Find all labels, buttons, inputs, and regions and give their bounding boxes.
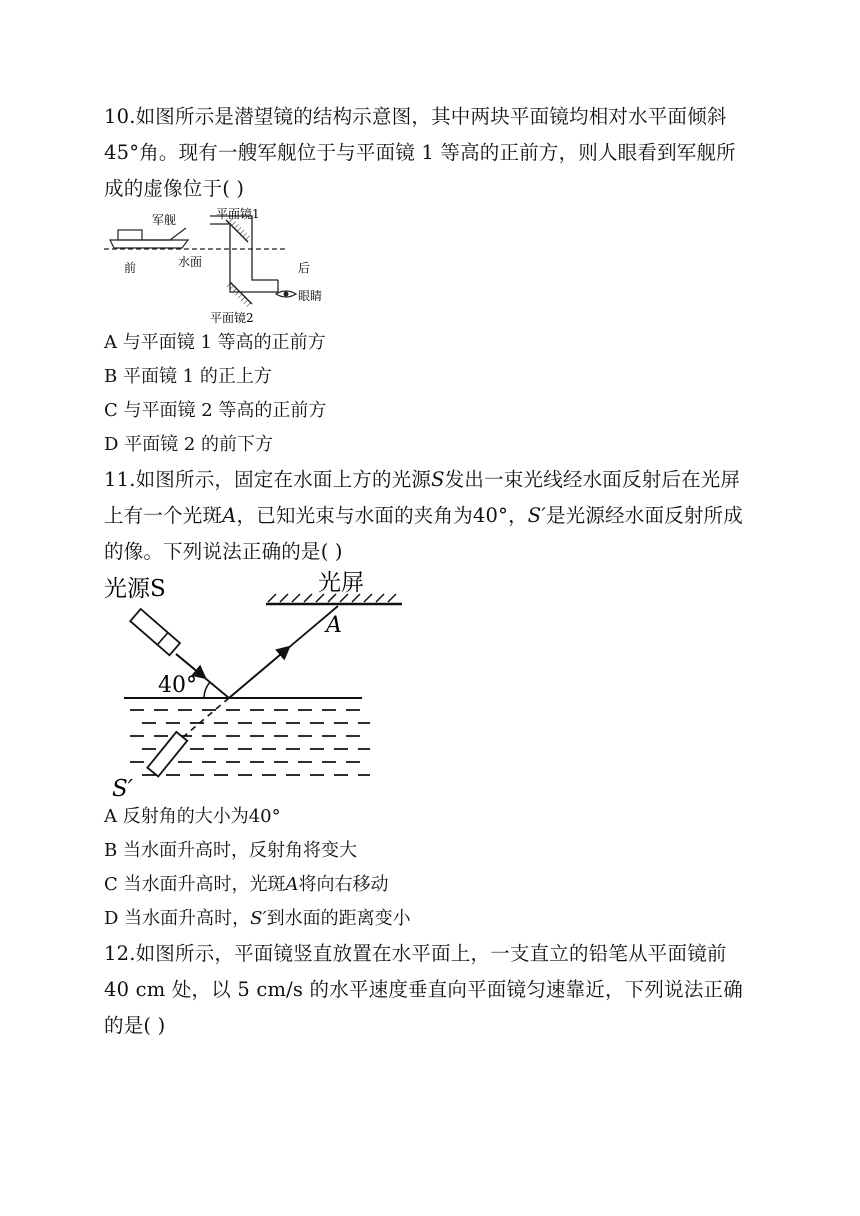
q10-option-a: A 与平面镜 1 等高的正前方	[104, 332, 326, 353]
water-label: 水面	[178, 255, 203, 269]
mirror2-label: 平面镜2	[210, 311, 254, 325]
spot-label: A	[326, 613, 342, 638]
q12-line-3: 的是( )	[104, 1014, 166, 1037]
q10-line-2: 45°角。现有一艘军舰位于与平面镜 1 等高的正前方，则人眼看到军舰所	[104, 141, 736, 164]
q11-line-1-a: 11.如图所示，固定在水面上方的光源	[104, 468, 432, 491]
q11-line-2-c: 是光源经水面反射所成	[545, 504, 743, 527]
q10-option-c: C 与平面镜 2 等高的正前方	[104, 400, 327, 421]
mirror-2	[226, 282, 252, 308]
screen-label: 光屏	[318, 570, 364, 596]
q11-option-c-pre: C 当水面升高时，光斑	[104, 874, 286, 895]
q12-line-2: 40 cm 处，以 5 cm/s 的水平速度垂直向平面镜匀速靠近，下列说法正确	[104, 978, 743, 1001]
image-label: S′	[112, 776, 133, 802]
q11-option-b: B 当水面升高时，反射角将变大	[104, 840, 357, 861]
q10-line-3: 成的虚像位于( )	[104, 177, 245, 200]
reflection-figure	[100, 566, 420, 804]
q11-line-1-b: 发出一束光线经水面反射后在光屏	[444, 468, 741, 491]
q11-option-c-post: 将向右移动	[298, 874, 389, 895]
q11-var-s: S	[431, 468, 445, 491]
back-label: 后	[298, 261, 311, 275]
q10-option-d: D 平面镜 2 的前下方	[104, 434, 274, 455]
ship-icon	[110, 228, 188, 248]
q11-option-d-pre: D 当水面升高时，	[104, 908, 251, 929]
q10-option-b: B 平面镜 1 的正上方	[104, 366, 272, 387]
front-label: 前	[124, 261, 137, 275]
q11-line-1	[104, 466, 740, 494]
q11-line-2-b: ，已知光束与水面的夹角为40°，	[236, 504, 528, 527]
q11-option-d	[104, 906, 411, 932]
light-source-icon	[130, 609, 180, 655]
q11-option-d-post: 到水面的距离变小	[266, 908, 411, 929]
angle-arc	[204, 682, 210, 698]
image-source-icon	[147, 732, 187, 777]
light-source-label: 光源S	[104, 576, 166, 602]
periscope-figure	[100, 204, 340, 326]
virtual-ray	[182, 698, 229, 738]
q11-line-2	[104, 502, 743, 530]
ship-label: 军舰	[152, 213, 177, 227]
q11-var-a: A	[222, 504, 237, 527]
periscope-tube	[210, 216, 278, 292]
mirror1-label: 平面镜1	[216, 207, 260, 221]
angle-label: 40°	[158, 673, 197, 698]
q11-option-d-var: S′	[250, 908, 267, 929]
q11-var-s-prime: S′	[527, 504, 546, 527]
eye-icon	[276, 291, 296, 297]
eye-label: 眼睛	[298, 289, 323, 303]
q11-line-3: 的像。下列说法正确的是( )	[104, 540, 343, 563]
q11-option-c	[104, 872, 389, 898]
q10-line-1: 10.如图所示是潜望镜的结构示意图，其中两块平面镜均相对水平面倾斜	[104, 105, 727, 128]
q11-option-c-var: A	[285, 874, 299, 895]
q12-line-1: 12.如图所示，平面镜竖直放置在水平面上，一支直立的铅笔从平面镜前	[104, 942, 727, 965]
q11-line-2-a: 上有一个光斑	[104, 504, 223, 527]
light-screen	[266, 594, 402, 604]
q11-option-a: A 反射角的大小为40°	[104, 806, 281, 827]
